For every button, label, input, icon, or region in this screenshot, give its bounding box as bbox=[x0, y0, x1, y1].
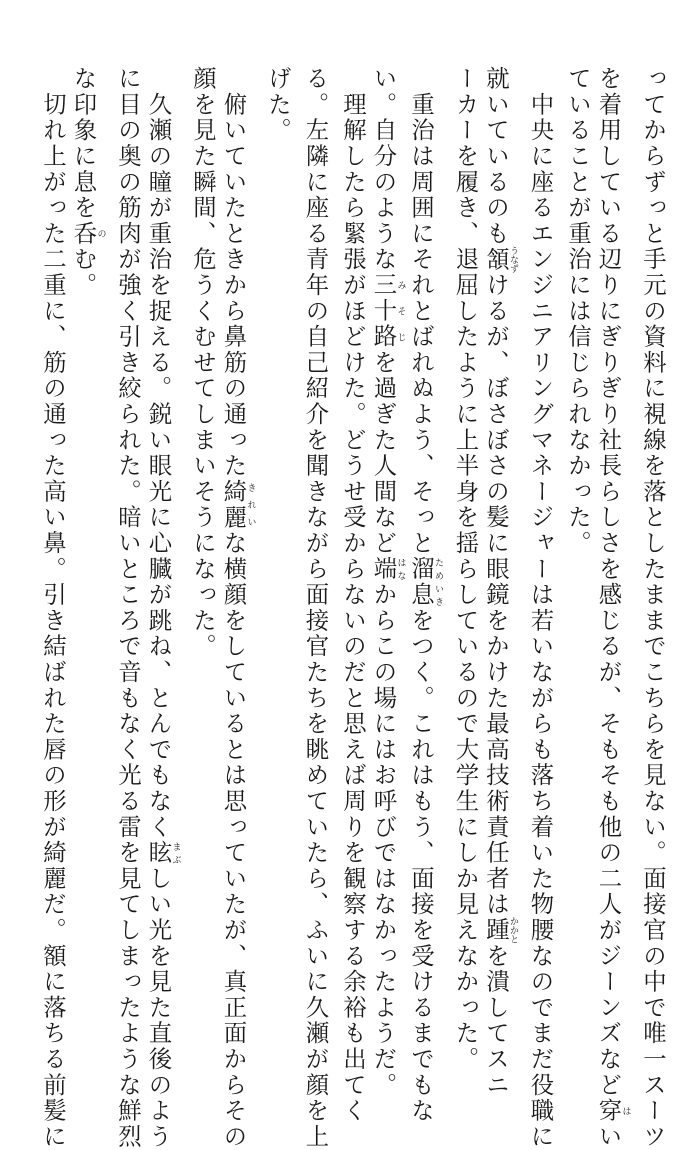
text-column bbox=[113, 66, 143, 1150]
ruby-base: 穿 bbox=[594, 1098, 623, 1124]
ruby-base: 溜息 bbox=[407, 556, 435, 608]
text-column bbox=[369, 66, 406, 1099]
text-run: ーカーを履き、退屈したように上半身を揺らしているので大学生にしか見えなかった。 bbox=[451, 66, 480, 1073]
ruby-word bbox=[369, 556, 406, 583]
ruby-base: 呑 bbox=[69, 220, 98, 247]
ruby-word bbox=[219, 478, 256, 531]
text-run: げた。 bbox=[264, 66, 292, 144]
ruby-word bbox=[144, 840, 181, 866]
text-run: をつく。これはもう、面接を受けるまでもな bbox=[407, 607, 435, 1124]
ruby-base: 踵 bbox=[482, 916, 510, 944]
furigana: きれい bbox=[245, 478, 256, 531]
text-run: 重治は周囲にそれとばれぬよう、そっと bbox=[407, 66, 435, 557]
text-run: 俯いていたときから鼻筋の通った bbox=[219, 66, 248, 479]
text-column bbox=[69, 66, 106, 956]
ruby-word bbox=[407, 556, 443, 608]
ruby-base: 綺麗 bbox=[219, 478, 248, 531]
text-column bbox=[144, 66, 181, 1150]
text-run: な印象に息を bbox=[69, 66, 98, 221]
text-run: 切れ上がった二重に、筋の通った高い鼻。引き結ばれた唇の形が綺麗だ。額に落ちる前髪に bbox=[39, 66, 67, 1150]
text-run: 顔を見た瞬間、危うくむせてしまいそうになった。 bbox=[189, 66, 217, 660]
text-run: ていることが重治には信じられなかった。 bbox=[564, 66, 592, 557]
text-column bbox=[482, 66, 518, 1099]
text-run: けるが、ぼさぼさの髪に眼鏡をかけた最高技術責任者は bbox=[482, 272, 510, 918]
text-column bbox=[338, 66, 368, 1124]
text-column bbox=[301, 66, 331, 1150]
text-column bbox=[451, 66, 481, 1073]
text-run: しい光を見た直後のよう bbox=[144, 865, 173, 1150]
text-run: な横顔をしているとは思っていたが、真正面からその bbox=[219, 530, 248, 1150]
text-column bbox=[594, 66, 631, 1150]
text-column bbox=[638, 66, 668, 1150]
text-run: を着用している辺りにぎりぎり社長らしさを感じるが、そもそも他の二人がジーンズなど bbox=[594, 66, 623, 1098]
ruby-base: 頷 bbox=[482, 246, 510, 274]
furigana: かかと bbox=[508, 916, 518, 944]
ruby-word bbox=[69, 220, 106, 247]
furigana: は bbox=[620, 1098, 631, 1124]
text-run: を潰してスニ bbox=[482, 943, 510, 1099]
text-run: 久瀬の瞳が重治を捉える。鋭い眼光に心臓が跳ね、とんでもなく bbox=[144, 66, 173, 840]
text-run: 就いているのも bbox=[482, 66, 510, 247]
text-run: る。左隣に座る青年の自己紹介を聞きながら面接官たちを眺めていたら、ふいに久瀬が顔を上 bbox=[301, 66, 330, 1150]
text-column bbox=[407, 66, 443, 1124]
ruby-word bbox=[482, 246, 518, 274]
furigana: うなず bbox=[508, 246, 518, 274]
ruby-word bbox=[594, 1098, 631, 1124]
text-column bbox=[38, 66, 68, 1150]
ruby-base: 眩 bbox=[144, 840, 173, 866]
text-column bbox=[219, 66, 256, 1150]
furigana: みそじ bbox=[395, 272, 406, 350]
text-run: い bbox=[594, 1123, 623, 1150]
ruby-word bbox=[482, 916, 518, 944]
text-run: に目の奥の筋肉が強く引き絞られた。暗いところで音もなく光る雷を見てしまったような鮮烈 bbox=[114, 66, 142, 1150]
furigana: はな bbox=[395, 556, 406, 583]
furigana: まぶ bbox=[170, 840, 181, 866]
furigana: の bbox=[95, 220, 106, 247]
ruby-base: 端 bbox=[369, 556, 398, 583]
text-run: い。自分のような bbox=[369, 66, 398, 273]
text-run: む。 bbox=[69, 246, 98, 299]
text-column bbox=[263, 66, 293, 956]
text-run: からこの場にはお呼びではなかったようだ。 bbox=[369, 582, 398, 1099]
ruby-word bbox=[369, 272, 406, 350]
text-run: 中央に座るエンジニアリングマネージャーは若いながらも落ち着いた物腰なのでまだ役職に bbox=[526, 66, 555, 1150]
text-run: ってからずっと手元の資料に視線を落としたままでこちらを見ない。面接官の中で唯一スーツ bbox=[639, 66, 667, 1150]
text-run: 理解したら緊張がほどけた。どうせ受からないのだと思えば周りを観察する余裕も出てく bbox=[339, 66, 367, 1124]
text-column bbox=[563, 66, 593, 956]
text-run: を過ぎた人間など bbox=[369, 349, 398, 557]
text-column bbox=[188, 66, 218, 956]
ruby-base: 三十路 bbox=[369, 272, 398, 350]
text-column bbox=[526, 66, 556, 1150]
furigana: ためいき bbox=[433, 556, 443, 608]
